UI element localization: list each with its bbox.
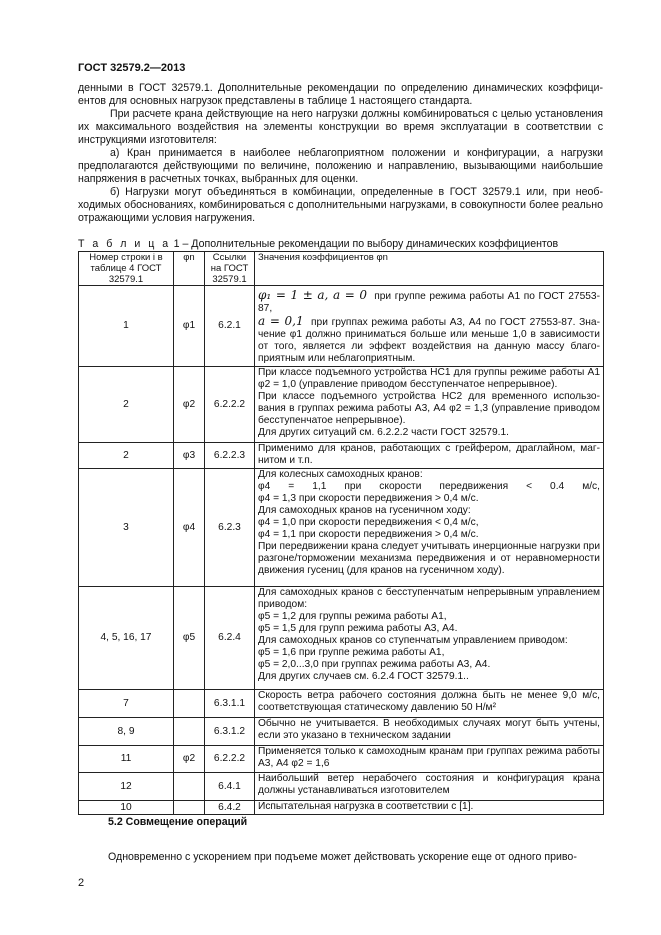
cell-values (255, 801, 604, 815)
cell-reference: 6.2.2.3 (205, 443, 255, 469)
cell-line: При классе подъемного устройства НС1 для группы режиме работы А1 φ2 = 1,0 (управление приводом бесступенчатое непрерывное). (258, 367, 600, 390)
cell-line: Для самоходных кранов со ступенчатым управлением приводом: (258, 635, 568, 646)
coefficients-table (78, 251, 604, 815)
cell-phi (174, 801, 205, 815)
cell-line: φ4 = 1,0 при скорости передвижения < 0,4 м/с, (258, 517, 479, 528)
cell-row-number: 1 (79, 286, 174, 367)
table-row (79, 746, 604, 773)
table-header-row (79, 252, 604, 286)
cell-phi (174, 773, 205, 801)
cell-line: При передвижении крана следует учитывать инерционные нагрузки при разгоне/торможении механизма передвижения и от неравномерности движения гусениц (для кранов на гусеничном ходу). (258, 541, 601, 576)
formula: φ₁ = 1 ± a, a = 0 (258, 288, 367, 302)
cell-phi: φ2 (174, 367, 205, 443)
header-phi: φn (174, 252, 205, 286)
table-row (79, 367, 604, 443)
cell-line: Применимо для кранов, работающих с грейфером, драглайном, магнитом и т.п. (258, 443, 600, 466)
cell-line: φ5 = 2,0...3,0 при группах режима работы А3, А4. (258, 659, 491, 670)
document-header: ГОСТ 32579.2—2013 (78, 62, 186, 74)
caption-text: – Дополнительные рекомендации по выбору динамических коэффициентов (182, 238, 559, 250)
cell-reference: 6.4.2 (205, 801, 255, 815)
intro-text (78, 82, 603, 225)
cell-row-number: 2 (79, 443, 174, 469)
cell-line: φ5 = 1,5 для групп режима работы А3, А4. (258, 623, 458, 634)
cell-reference: 6.2.2.2 (205, 367, 255, 443)
intro-item-a: а) Кран принимается в наиболее неблагоприятном положении и конфигурации, а нагрузки предполагаются действующими по величине, положению и направлению, вызывающими наибольшие напряжения в расчетных точках, выбранных для оценки. (78, 147, 603, 185)
cell-row-number: 12 (79, 773, 174, 801)
table-row (79, 718, 604, 746)
cell-line: Наибольший ветер нерабочего состояния и конфигурация крана должны устанавливаться изготовителем (258, 773, 600, 796)
cell-values (255, 367, 604, 443)
cell-phi: φ4 (174, 469, 205, 587)
cell-line: Скорость ветра рабочего состояния должна быть не менее 9,0 м/с, соответствующая статическому давлению 50 Н/м² (258, 690, 600, 713)
table-row (79, 587, 604, 690)
table-caption (78, 238, 603, 251)
cell-row-number: 4, 5, 16, 17 (79, 587, 174, 690)
cell-phi (174, 690, 205, 718)
cell-line: при группах режима работы А3, А4 по ГОСТ 27553-87. Значение φ1 должно приниматься больше или меньше 1,0 в зависимости от того, является ли эффект воздействия на данную массу благоприятным или неблагоприятным. (258, 317, 600, 364)
cell-reference: 6.2.2.2 (205, 746, 255, 773)
cell-phi: φ3 (174, 443, 205, 469)
page-number: 2 (78, 877, 85, 889)
cell-line: φ4 = 1,1 при скорости передвижения > 0,4 м/с. (258, 529, 479, 540)
table-row (79, 469, 604, 587)
header-values: Значения коэффициентов φn (255, 252, 604, 286)
section-title: 5.2 Совмещение операций (108, 816, 248, 828)
cell-row-number: 8, 9 (79, 718, 174, 746)
intro-paragraph: денными в ГОСТ 32579.1. Дополнительные рекомендации по определению динамических коэффициентов для основных нагрузок представлены в таблице 1 настоящего стандарта. (78, 82, 603, 107)
cell-reference: 6.3.1.1 (205, 690, 255, 718)
cell-phi (174, 718, 205, 746)
caption-number: 1 (173, 238, 180, 250)
body-text: Одновременно с ускорением при подъеме может действовать ускорение еще от одного приво- (108, 851, 577, 863)
header-reference: Ссылки на ГОСТ 32579.1 (205, 252, 255, 286)
cell-line: φ4 = 1,1 при скорости передвижения < 0.4 м/с, (258, 481, 600, 492)
cell-reference: 6.2.4 (205, 587, 255, 690)
cell-line: φ4 = 1,3 при скорости передвижения > 0,4 м/с. (258, 493, 479, 504)
cell-line: Для других случаев см. 6.2.4 ГОСТ 32579.1.. (258, 671, 469, 682)
cell-line: при группе режима работы А1 по ГОСТ 27553-87, (258, 291, 600, 314)
cell-row-number: 10 (79, 801, 174, 815)
cell-line: Для других ситуаций см. 6.2.2.2 части ГОСТ 32579.1. (258, 427, 509, 438)
intro-paragraph: При расчете крана действующие на него нагрузки должны комбинироваться с целью установления их максимального воздействия на элементы конструкции во время эксплуатации в соответствии с инструкциями изготовителя: (78, 108, 603, 146)
cell-line: Обычно не учитывается. В необходимых случаях могут быть учтены, если это указано в техническом задании (258, 718, 600, 741)
cell-line: Для самоходных кранов на гусеничном ходу: (258, 505, 471, 516)
cell-row-number: 3 (79, 469, 174, 587)
intro-item-b: б) Нагрузки могут объединяться в комбинации, определенные в ГОСТ 32579.1 или, при необходимых обоснованиях, комбинироваться с дополнительными нагрузками, в совокупности более реально отражающими условия нагружения. (78, 186, 603, 224)
cell-values (255, 286, 604, 367)
cell-values (255, 690, 604, 718)
cell-values (255, 443, 604, 469)
cell-line: Для самоходных кранов с бесступенчатым непрерывным управлением приводом: (258, 587, 600, 610)
cell-line: Испытательная нагрузка в соответствии с [1]. (258, 801, 474, 812)
cell-row-number: 2 (79, 367, 174, 443)
cell-values (255, 773, 604, 801)
cell-line: При классе подъемного устройства НС2 для временного использования в группах режима работы А3, А4 φ2 = 1,3 (управление приводом бесступенчатое непрерывное). (258, 391, 600, 426)
cell-values (255, 746, 604, 773)
formula: a = 0,1 (258, 314, 304, 328)
cell-values (255, 718, 604, 746)
table-row (79, 690, 604, 718)
header-row-number: Номер строки i в таблице 4 ГОСТ 32579.1 (79, 252, 174, 286)
cell-row-number: 11 (79, 746, 174, 773)
table-row (79, 801, 604, 815)
cell-reference: 6.4.1 (205, 773, 255, 801)
cell-phi: φ1 (174, 286, 205, 367)
cell-row-number: 7 (79, 690, 174, 718)
table-row (79, 443, 604, 469)
cell-line: Применяется только к самоходным кранам при группах режима работы А3, А4 φ2 = 1,6 (258, 746, 600, 769)
cell-phi: φ2 (174, 746, 205, 773)
cell-reference: 6.2.3 (205, 469, 255, 587)
cell-phi: φ5 (174, 587, 205, 690)
table-row (79, 773, 604, 801)
cell-line: φ5 = 1,2 для группы режима работы А1, (258, 611, 447, 622)
cell-line: φ5 = 1,6 при группе режима работы А1, (258, 647, 445, 658)
cell-reference: 6.2.1 (205, 286, 255, 367)
cell-values (255, 587, 604, 690)
caption-label: Т а б л и ц а (78, 238, 171, 250)
cell-reference: 6.3.1.2 (205, 718, 255, 746)
cell-values (255, 469, 604, 587)
table-row (79, 286, 604, 367)
cell-line: Для колесных самоходных кранов: (258, 469, 423, 480)
